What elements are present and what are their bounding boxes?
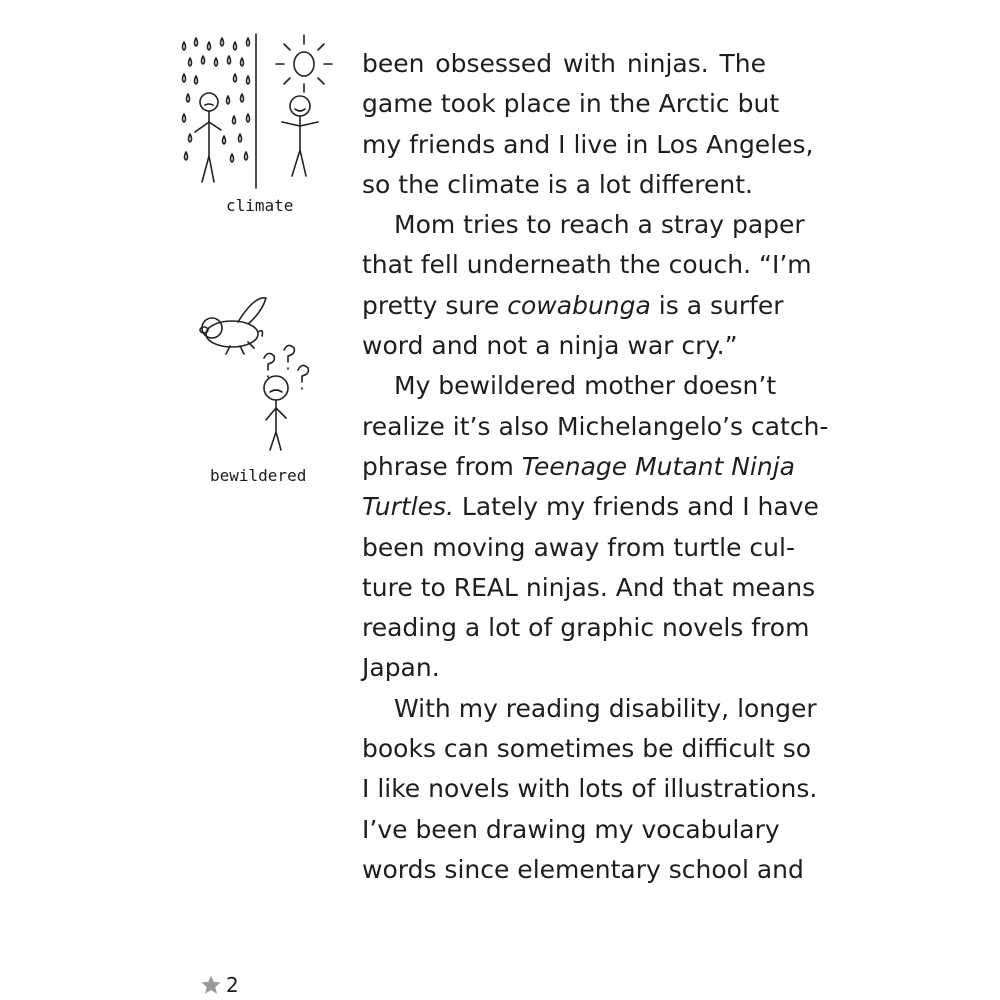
text-span: pretty sure: [362, 290, 508, 320]
sun-icon: [276, 35, 332, 92]
text-span: realize it’s also Michelangelo’s catch-: [362, 411, 829, 441]
text-span: I’ve been drawing my vocabulary: [362, 814, 780, 844]
text-span: game took place in the Arctic but: [362, 89, 780, 119]
text-line: [362, 407, 829, 447]
bewildered-caption: bewildered: [210, 466, 307, 485]
climate-caption: climate: [226, 196, 294, 215]
text-line: [362, 326, 766, 366]
text-span: Mom tries to reach a stray paper: [394, 210, 805, 240]
text-span: phrase from: [362, 451, 522, 481]
text-line: [362, 165, 766, 205]
text-span: my friends and I live in Los Angeles,: [362, 129, 814, 159]
text-line: [362, 648, 766, 688]
question-mark-icon: [264, 353, 274, 377]
text-line: [362, 125, 814, 165]
text-span: so the climate is a lot different.: [362, 169, 753, 199]
text-line: [362, 84, 780, 124]
text-line: [362, 366, 777, 406]
italic-text-span: Teenage Mutant Ninja: [521, 451, 795, 481]
text-span: been obsessed with ninjas. The: [362, 49, 766, 78]
text-line: [362, 568, 816, 608]
text-line: [362, 810, 780, 850]
text-line: [362, 447, 795, 487]
text-span: My bewildered mother doesn’t: [394, 371, 777, 401]
italic-text-span: cowabunga: [507, 290, 651, 320]
text-span: been moving away from turtle cul-: [362, 532, 795, 562]
text-line: [362, 528, 795, 568]
text-line: [362, 689, 817, 729]
text-span: words since elementary school and: [362, 854, 804, 884]
page-footer: [200, 970, 239, 1000]
italic-text-span: Turtles.: [362, 492, 454, 522]
text-line: [362, 245, 812, 285]
star-icon: [200, 974, 222, 996]
text-span: ture to REAL ninjas. And that means: [362, 572, 816, 602]
text-line: [362, 769, 818, 809]
text-span: I like novels with lots of illustrations.: [362, 774, 818, 804]
text-span: books can sometimes be difficult so: [362, 734, 812, 764]
text-span: Japan.: [362, 653, 440, 683]
text-span: that fell underneath the couch. “I’m: [362, 250, 812, 280]
body-text: [362, 44, 829, 890]
text-span: is a surfer: [650, 290, 784, 320]
text-span: word and not a ninja war cry.”: [362, 331, 738, 361]
text-line: [362, 487, 819, 527]
climate-illustration: [176, 30, 336, 190]
question-mark-icon: [298, 365, 308, 389]
text-span: With my reading disability, longer: [394, 693, 817, 723]
text-line: [362, 205, 805, 245]
text-span: Lately my friends and I have: [453, 492, 819, 522]
page-number: 2: [226, 973, 239, 997]
text-span: reading a lot of graphic novels from: [362, 613, 810, 643]
text-line: [362, 44, 766, 84]
raindrops-icon: [183, 38, 250, 162]
text-line: [362, 286, 784, 326]
text-line: [362, 850, 804, 890]
question-mark-icon: [284, 345, 294, 369]
bewildered-illustration: [190, 292, 320, 452]
text-line: [362, 608, 810, 648]
text-line: [362, 729, 812, 769]
flying-pig-icon: [200, 298, 266, 354]
